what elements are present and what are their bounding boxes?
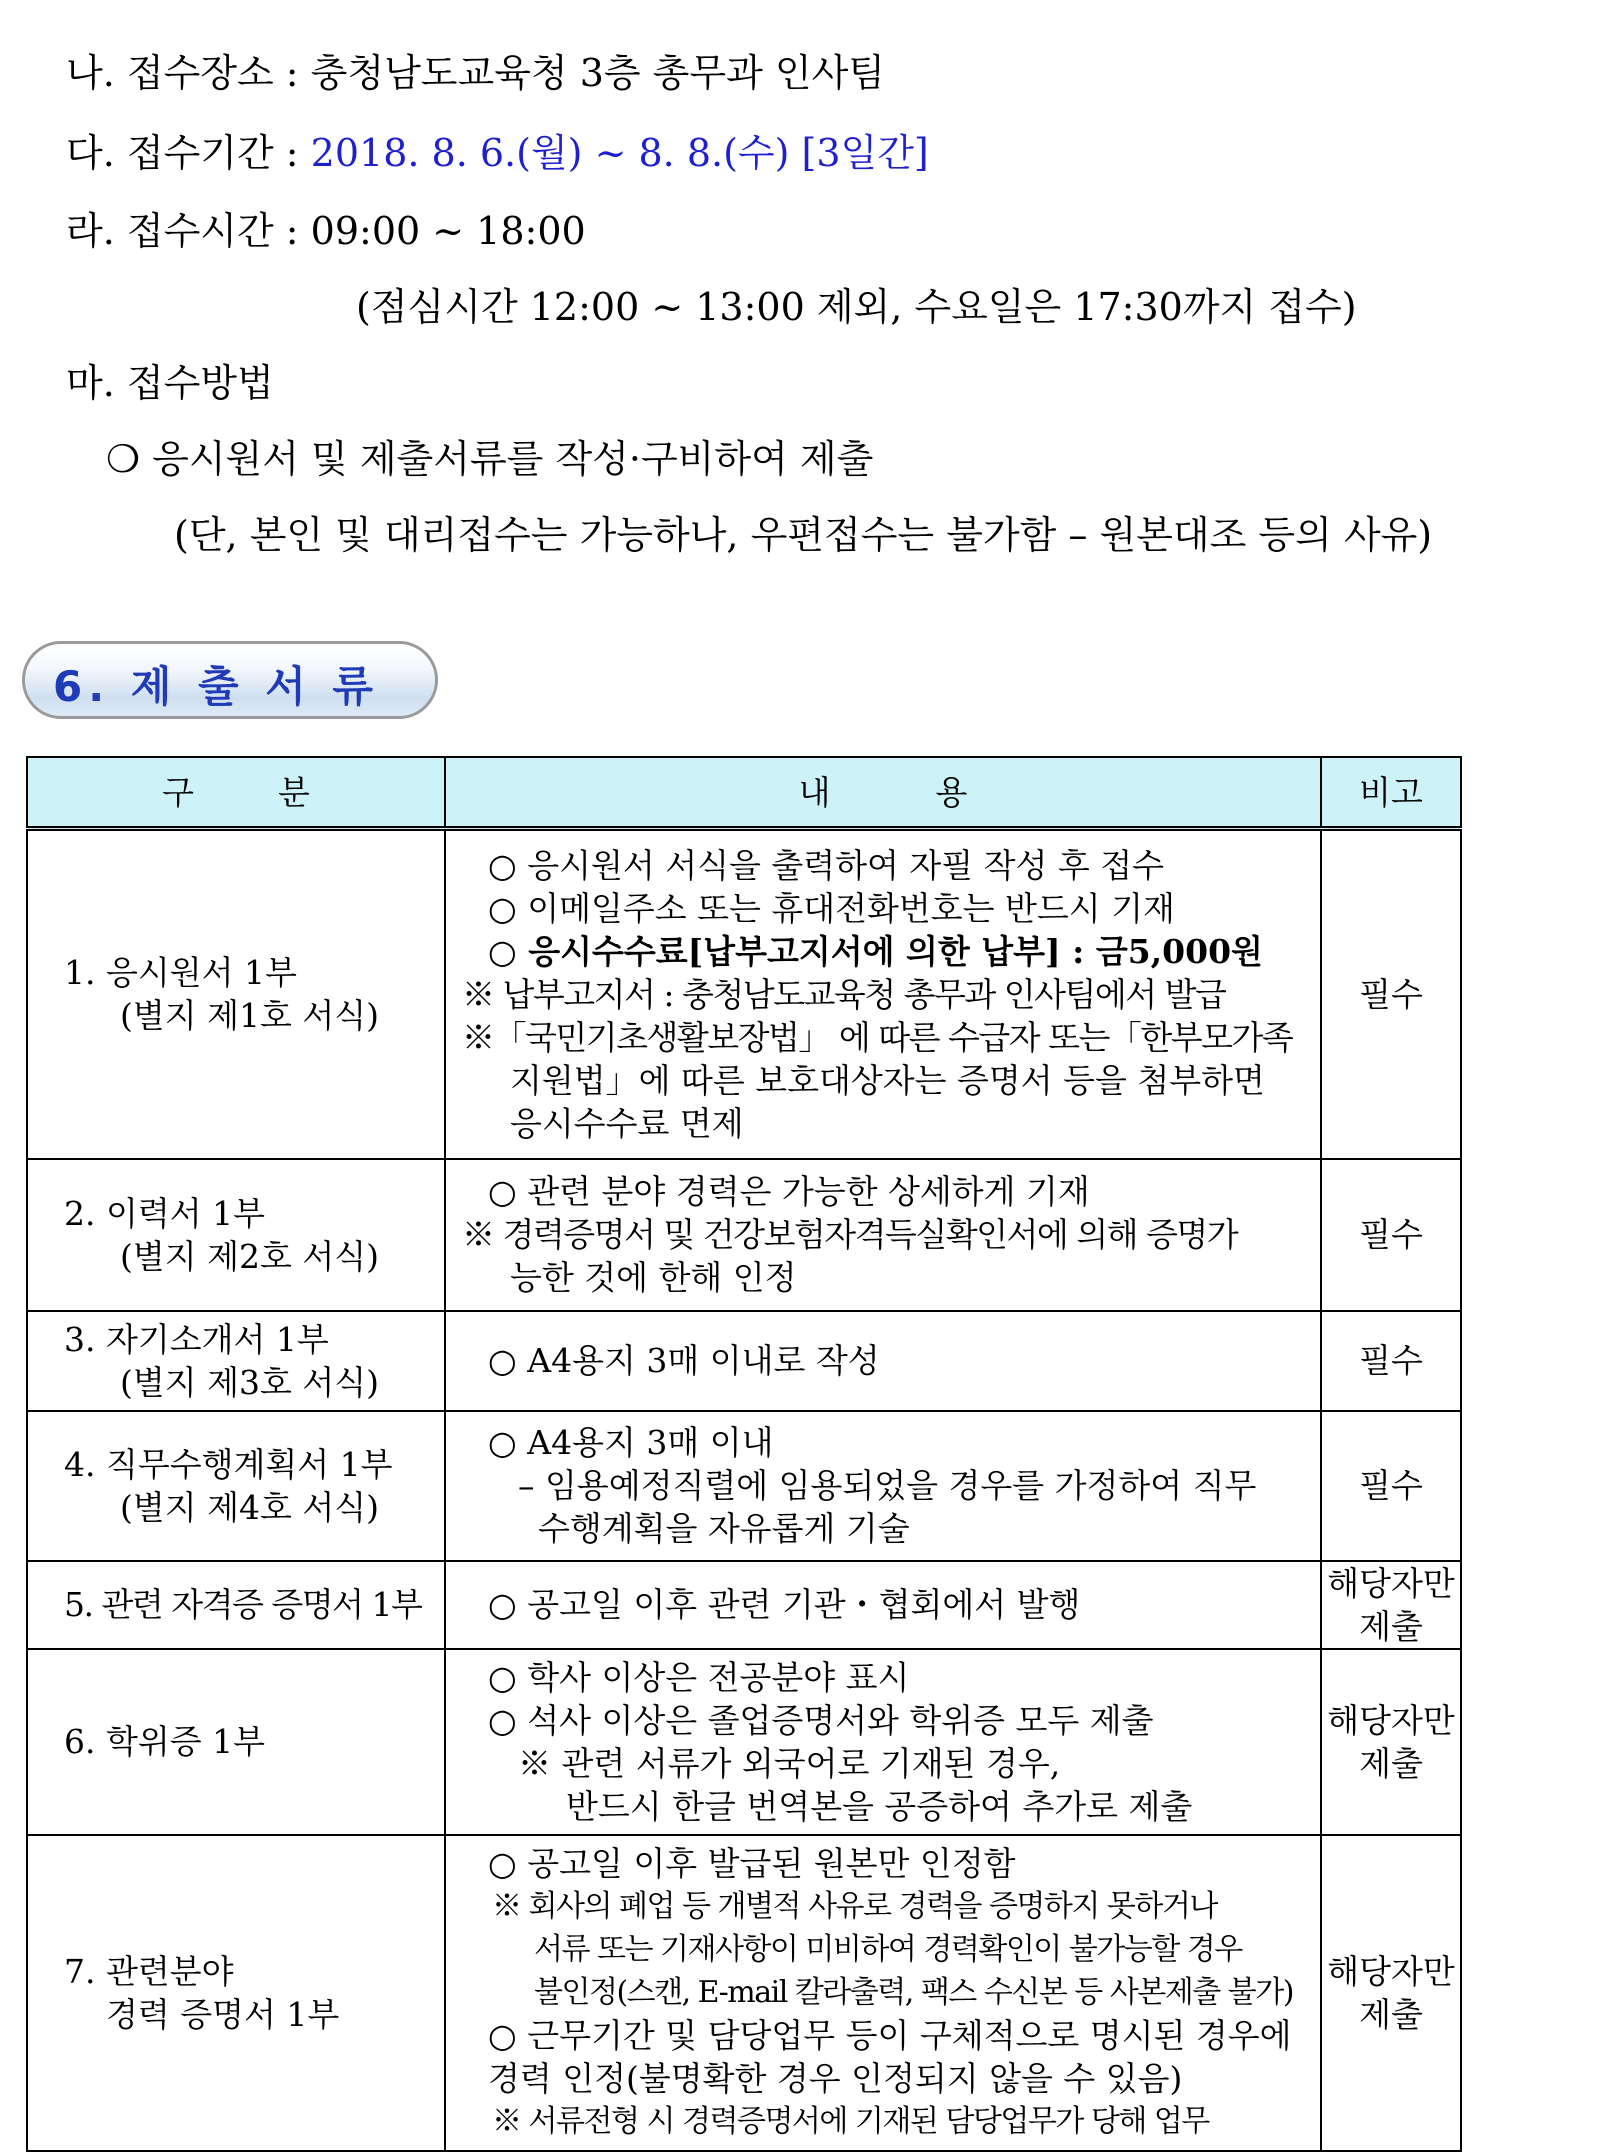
content-line: ○ 석사 이상은 졸업증명서와 학위증 모두 제출 xyxy=(488,1700,1154,1740)
row-content xyxy=(445,1561,1321,1649)
content-line: – 임용예정직렬에 임용되었을 경우를 가정하여 직무 xyxy=(518,1466,1257,1505)
table-row xyxy=(27,1561,1461,1649)
category-line: 5. 관련 자격증 증명서 1부 xyxy=(64,1585,422,1624)
row-content xyxy=(445,1835,1321,2151)
header-content: 내 용 xyxy=(445,757,1321,829)
row-category xyxy=(27,1561,445,1649)
row-category xyxy=(27,1311,445,1411)
row-category xyxy=(27,1411,445,1561)
content-line: 능한 것에 한해 인정 xyxy=(510,1258,797,1297)
reception-time: 라. 접수시간 : 09:00 ~ 18:00 xyxy=(66,209,586,253)
section-title: 6. 제 출 서 류 xyxy=(53,662,379,711)
row-note: 필수 xyxy=(1321,1311,1461,1411)
header-category: 구 분 xyxy=(27,757,445,829)
content-line: ○ 학사 이상은 전공분야 표시 xyxy=(488,1657,910,1697)
category-line: 7. 관련분야 xyxy=(64,1951,234,1991)
content-line: ※ 납부고지서 : 충청남도교육청 총무과 인사팀에서 발급 xyxy=(462,974,1226,1014)
content-line: ○ 공고일 이후 발급된 원본만 인정함 xyxy=(488,1844,1016,1883)
content-line: 지원법」에 따른 보호대상자는 증명서 등을 첨부하면 xyxy=(510,1060,1265,1100)
content-line: ○ 관련 분야 경력은 가능한 상세하게 기재 xyxy=(488,1172,1090,1211)
row-note: 필수 xyxy=(1321,1159,1461,1311)
reception-method: 마. 접수방법 xyxy=(66,361,274,405)
note-line: 제출 xyxy=(1359,1606,1423,1646)
row-content xyxy=(445,1411,1321,1561)
content-line: ○ 이메일주소 또는 휴대전화번호는 반드시 기재 xyxy=(488,888,1175,928)
row-content xyxy=(445,1159,1321,1311)
table-row xyxy=(27,1835,1461,2151)
content-line: ○ A4용지 3매 이내 xyxy=(488,1423,774,1462)
reception-method-note: (단, 본인 및 대리접수는 가능하나, 우편접수는 불가함 – 원본대조 등의 사유) xyxy=(174,513,1433,557)
row-note xyxy=(1321,1561,1461,1649)
category-line: 1. 응시원서 1부 xyxy=(64,953,297,993)
table-row xyxy=(27,1159,1461,1311)
reception-period-label: 다. 접수기간 : xyxy=(66,131,311,175)
note-line: 제출 xyxy=(1359,1743,1423,1783)
content-line: ○ 공고일 이후 관련 기관・협회에서 발행 xyxy=(488,1585,1081,1624)
category-line: 4. 직무수행계획서 1부 xyxy=(64,1444,393,1484)
category-line: 2. 이력서 1부 xyxy=(64,1193,265,1233)
row-note: 필수 xyxy=(1321,1411,1461,1561)
category-line: (별지 제1호 서식) xyxy=(120,996,379,1036)
row-category xyxy=(27,1835,445,2151)
row-content xyxy=(445,829,1321,1159)
section-header xyxy=(22,641,438,719)
category-line: (별지 제2호 서식) xyxy=(120,1236,379,1276)
reception-method-item: ❍ 응시원서 및 제출서류를 작성·구비하여 제출 xyxy=(106,437,874,481)
table-header-row xyxy=(27,757,1461,829)
row-category xyxy=(27,1159,445,1311)
row-content xyxy=(445,1649,1321,1835)
category-line: (별지 제4호 서식) xyxy=(120,1487,379,1527)
reception-time-note: (점심시간 12:00 ~ 13:00 제외, 수요일은 17:30까지 접수) xyxy=(356,285,1357,329)
content-line: 반드시 한글 번역본을 공증하여 추가로 제출 xyxy=(566,1786,1193,1826)
table-row xyxy=(27,1311,1461,1411)
content-line: 불인정(스캔, E-mail 칼라출력, 팩스 수신본 등 사본제출 불가) xyxy=(534,1975,1293,2010)
reception-place: 나. 접수장소 : 충청남도교육청 3층 총무과 인사팀 xyxy=(66,51,885,95)
content-line: ※ 관련 서류가 외국어로 기재된 경우, xyxy=(518,1743,1061,1783)
row-content xyxy=(445,1311,1321,1411)
category-line: 6. 학위증 1부 xyxy=(64,1722,265,1761)
content-line: ○ 응시원서 서식을 출력하여 자필 작성 후 접수 xyxy=(488,845,1165,885)
category-line: 3. 자기소개서 1부 xyxy=(64,1319,329,1359)
reception-period xyxy=(66,128,929,178)
row-note: 필수 xyxy=(1321,829,1461,1159)
note-line: 해당자만 xyxy=(1327,1563,1455,1603)
content-line: ※ 회사의 폐업 등 개별적 사유로 경력을 증명하지 못하거나 xyxy=(492,1889,1217,1924)
category-line: (별지 제3호 서식) xyxy=(120,1362,379,1402)
row-category xyxy=(27,1649,445,1835)
content-line: 서류 또는 기재사항이 미비하여 경력확인이 불가능할 경우 xyxy=(534,1932,1242,1967)
note-line: 해당자만 xyxy=(1327,1951,1455,1991)
content-line: 수행계획을 자유롭게 기술 xyxy=(538,1509,910,1548)
content-line: ※「국민기초생활보장법」 에 따른 수급자 또는「한부모가족 xyxy=(462,1017,1293,1057)
content-line: ※ 서류전형 시 경력증명서에 기재된 담당업무가 당해 업무 xyxy=(492,2104,1209,2139)
table-row xyxy=(27,829,1461,1159)
table-row xyxy=(27,1649,1461,1835)
content-line: ○ 응시수수료[납부고지서에 의한 납부] : 금5,000원 xyxy=(488,931,1263,971)
row-note xyxy=(1321,1649,1461,1835)
documents-table xyxy=(26,756,1462,2152)
row-note xyxy=(1321,1835,1461,2151)
row-category xyxy=(27,829,445,1159)
reception-period-value: 2018. 8. 6.(월) ~ 8. 8.(수) [3일간] xyxy=(310,131,929,175)
content-line: ※ 경력증명서 및 건강보험자격득실확인서에 의해 증명가 xyxy=(462,1215,1238,1254)
content-line: 경력 인정(불명확한 경우 인정되지 않을 수 있음) xyxy=(488,2059,1183,2098)
header-note: 비고 xyxy=(1321,757,1461,829)
note-line: 해당자만 xyxy=(1327,1700,1455,1740)
category-line: 경력 증명서 1부 xyxy=(106,1994,340,2034)
content-line: ○ A4용지 3매 이내로 작성 xyxy=(488,1341,880,1380)
content-line: ○ 근무기간 및 담당업무 등이 구체적으로 명시된 경우에 xyxy=(488,2016,1292,2055)
note-line: 제출 xyxy=(1359,1994,1423,2034)
content-line: 응시수수료 면제 xyxy=(510,1103,744,1143)
table-row xyxy=(27,1411,1461,1561)
